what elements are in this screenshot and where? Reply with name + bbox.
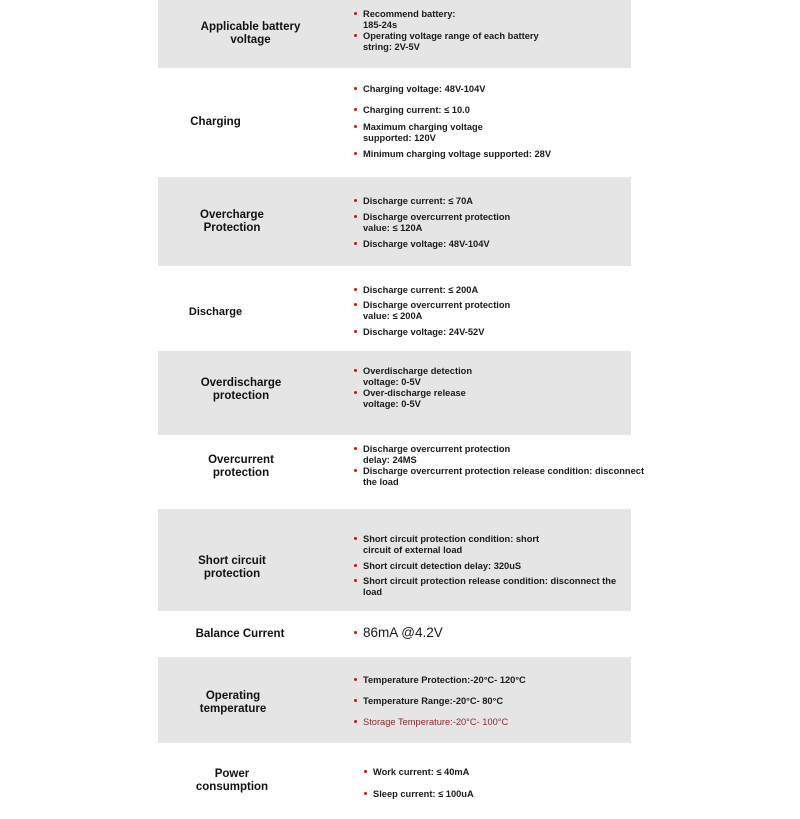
spec-item: Sleep current: ≤ 100uA: [364, 789, 673, 800]
spec-item: Storage Temperature:-20°C- 100°C: [354, 717, 663, 728]
spec-item: Discharge voltage: 48V-104V: [354, 239, 663, 250]
spec-item: Discharge current: ≤ 200A: [354, 285, 663, 296]
spec-row-overcurrent-protection: [158, 435, 645, 509]
spec-item: Short circuit protection condition: short circuit of external load: [354, 534, 663, 555]
bullet-dot-icon: [354, 242, 357, 245]
bullet-dot-icon: [354, 631, 357, 634]
bullet-dot-icon: [354, 579, 357, 582]
spec-label: Overdischarge protection: [200, 377, 282, 402]
spec-item: Discharge overcurrent protection delay: 24MS: [354, 444, 663, 465]
spec-item: Recommend battery: 185-24s: [354, 9, 663, 30]
spec-item: Temperature Protection:-20°C- 120°C: [354, 675, 663, 686]
bullet-dot-icon: [354, 199, 357, 202]
bullet-dot-icon: [354, 288, 357, 291]
spec-item: Minimum charging voltage supported: 28V: [354, 149, 663, 160]
spec-label: Power consumption: [195, 768, 269, 793]
bullet-dot-icon: [354, 469, 357, 472]
spec-item: Short circuit detection delay: 320uS: [354, 561, 663, 572]
spec-row-operating-temperature: [158, 657, 631, 743]
spec-item: Charging current: ≤ 10.0: [354, 105, 663, 116]
spec-row-battery-voltage: [158, 0, 631, 68]
bullet-dot-icon: [354, 720, 357, 723]
spec-item: Discharge voltage: 24V-52V: [354, 327, 663, 338]
spec-label: Overcurrent protection: [208, 454, 274, 479]
spec-item: Charging voltage: 48V-104V: [354, 84, 663, 95]
spec-item: Work current: ≤ 40mA: [364, 767, 673, 778]
bullet-dot-icon: [354, 537, 357, 540]
spec-row-overcharge-protection: [158, 177, 631, 266]
bullet-dot-icon: [354, 369, 357, 372]
spec-label: Applicable battery voltage: [200, 21, 301, 46]
spec-item: Short circuit protection release condition: disconnect the load: [354, 576, 663, 597]
spec-item: Discharge current: ≤ 70A: [354, 196, 663, 207]
spec-row-balance-current: [158, 611, 631, 657]
bullet-dot-icon: [354, 108, 357, 111]
spec-row-discharge: [158, 266, 631, 351]
spec-item: Discharge overcurrent protection release condition: disconnect the load: [354, 466, 663, 487]
bullet-dot-icon: [354, 330, 357, 333]
spec-row-power-consumption: [158, 743, 631, 802]
bullet-dot-icon: [364, 792, 367, 795]
spec-row-short-circuit-protection: [158, 509, 631, 611]
bullet-dot-icon: [354, 87, 357, 90]
bullet-dot-icon: [354, 303, 357, 306]
spec-label: Balance Current: [195, 627, 285, 640]
spec-item: Overdischarge detection voltage: 0-5V: [354, 366, 663, 387]
bullet-dot-icon: [354, 12, 357, 15]
spec-row-overdischarge-protection: [158, 351, 631, 435]
spec-item: 86mA @4.2V: [354, 625, 663, 640]
bullet-dot-icon: [354, 152, 357, 155]
bullet-dot-icon: [354, 125, 357, 128]
bullet-dot-icon: [354, 447, 357, 450]
bullet-dot-icon: [354, 215, 357, 218]
bullet-dot-icon: [354, 391, 357, 394]
bullet-dot-icon: [354, 564, 357, 567]
spec-item: Discharge overcurrent protection value: ≤ 200A: [354, 300, 663, 321]
spec-label: Operating temperature: [199, 690, 267, 715]
spec-item: Discharge overcurrent protection value: ≤ 120A: [354, 212, 663, 233]
spec-item: Maximum charging voltage supported: 120V: [354, 122, 663, 143]
spec-row-charging: [158, 68, 631, 177]
spec-item: Over-discharge release voltage: 0-5V: [354, 388, 663, 409]
bullet-dot-icon: [354, 678, 357, 681]
spec-label: Short circuit protection: [198, 555, 266, 580]
spec-item: Operating voltage range of each battery string: 2V-5V: [354, 31, 663, 52]
spec-label: Charging: [190, 116, 241, 128]
bullet-dot-icon: [354, 699, 357, 702]
bullet-dot-icon: [354, 34, 357, 37]
spec-label: Overcharge Protection: [200, 208, 264, 234]
bullet-dot-icon: [364, 770, 367, 773]
spec-table: [158, 0, 645, 802]
spec-item: Temperature Range:-20°C- 80°C: [354, 696, 663, 707]
spec-label: Discharge: [188, 306, 243, 318]
